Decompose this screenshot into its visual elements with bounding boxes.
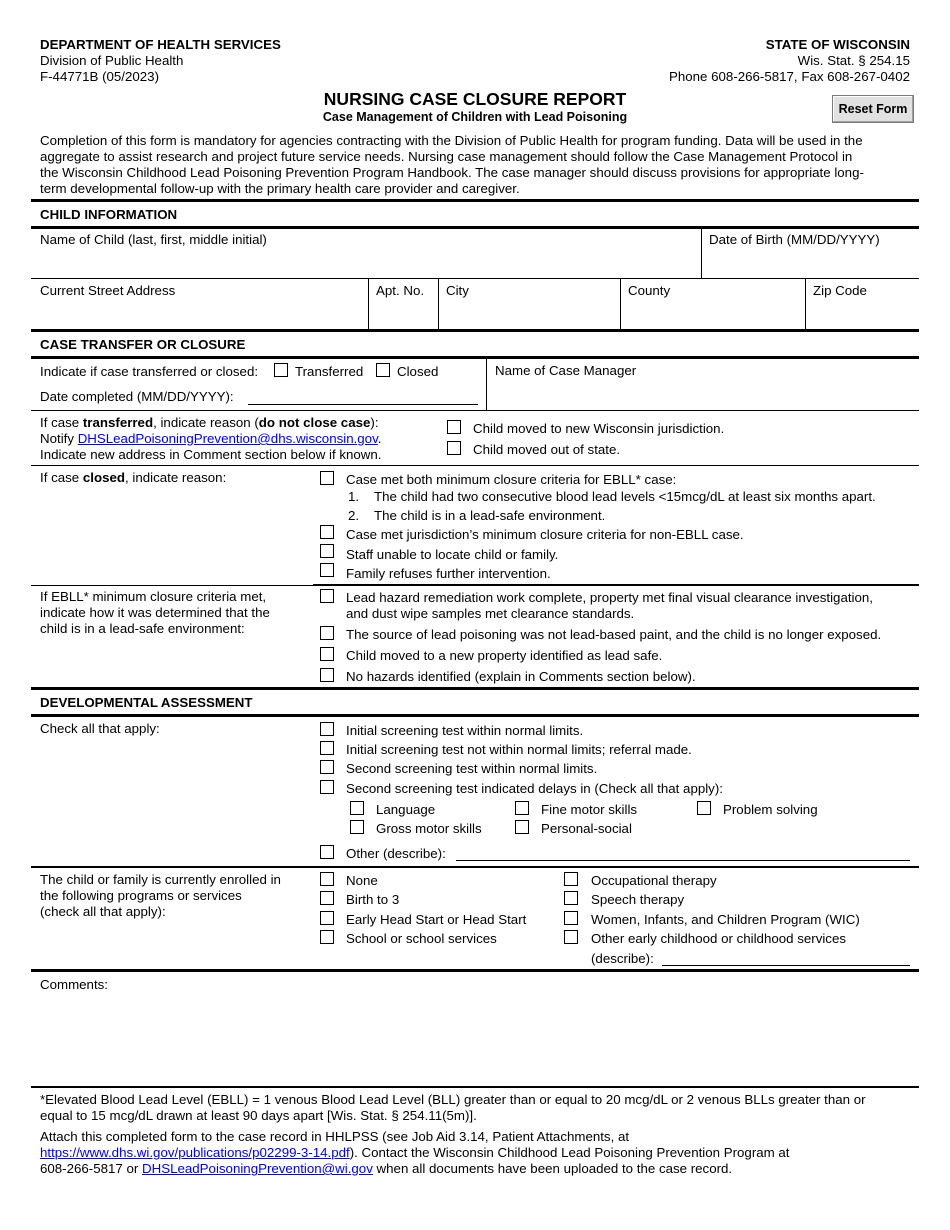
non-ebll-criteria-checkbox[interactable] xyxy=(320,525,334,539)
closure-criteria-checkbox[interactable] xyxy=(320,471,334,485)
remediation-label-2: and dust wipe samples met clearance standards. xyxy=(346,606,635,621)
divider xyxy=(31,1086,919,1088)
second-normal-label: Second screening test within normal limits. xyxy=(346,761,598,776)
birth-to-3-label: Birth to 3 xyxy=(346,892,400,907)
problem-solving-label: Problem solving xyxy=(723,802,818,817)
indicate-label: Indicate if case transferred or closed: xyxy=(40,364,259,379)
not-paint-source-label: The source of lead poisoning was not lead-based paint, and the child is no longer exposed. xyxy=(346,627,882,642)
criteria-item-2: The child is in a lead-safe environment. xyxy=(374,508,606,523)
dob-field[interactable] xyxy=(708,250,916,274)
comments-field[interactable] xyxy=(40,995,916,1080)
attach-note-line-1: Attach this completed form to the case record in HHLPSS (see Job Aid 3.14, Patient Attachments, at xyxy=(40,1129,630,1144)
birth-to-3-checkbox[interactable] xyxy=(320,891,334,905)
no-hazards-checkbox[interactable] xyxy=(320,668,334,682)
programs-label-1: The child or family is currently enrolled in xyxy=(40,872,281,887)
section-title-transfer-closure: CASE TRANSFER OR CLOSURE xyxy=(40,337,246,352)
second-delays-label: Second screening test indicated delays in (Check all that apply): xyxy=(346,781,723,796)
child-name-label: Name of Child (last, first, middle initial) xyxy=(40,232,267,247)
initial-referral-checkbox[interactable] xyxy=(320,741,334,755)
divider xyxy=(701,228,702,278)
ebll-note-line-2: equal to 15 mcg/dL drawn at least 90 days apart [Wis. Stat. § 254.11(5m)]. xyxy=(40,1108,477,1123)
initial-normal-checkbox[interactable] xyxy=(320,722,334,736)
intro-line-3: the Wisconsin Childhood Lead Poisoning Prevention Program Handbook. The case manager should discuss provisions for appropriate long- xyxy=(40,165,864,180)
divider xyxy=(368,279,369,329)
divider xyxy=(438,279,439,329)
divider xyxy=(31,866,919,868)
none-label: None xyxy=(346,873,378,888)
moved-out-label: Child moved out of state. xyxy=(473,442,621,457)
divider xyxy=(486,358,487,410)
none-checkbox[interactable] xyxy=(320,872,334,886)
personal-social-label: Personal-social xyxy=(541,821,632,836)
not-paint-source-checkbox[interactable] xyxy=(320,626,334,640)
no-hazards-label: No hazards identified (explain in Comments section below). xyxy=(346,669,696,684)
unable-locate-checkbox[interactable] xyxy=(320,544,334,558)
other-early-childhood-checkbox[interactable] xyxy=(564,930,578,944)
remediation-label-1: Lead hazard remediation work complete, property met final visual clearance investigation, xyxy=(346,590,873,605)
speech-therapy-checkbox[interactable] xyxy=(564,891,578,905)
child-name-field[interactable] xyxy=(40,250,695,274)
divider xyxy=(31,199,919,202)
family-refuses-checkbox[interactable] xyxy=(320,563,334,577)
head-start-label: Early Head Start or Head Start xyxy=(346,912,527,927)
notify-line: Notify DHSLeadPoisoningPrevention@dhs.wisconsin.gov. xyxy=(40,431,382,446)
occupational-therapy-label: Occupational therapy xyxy=(591,873,717,888)
attach-note-line-2: https://www.dhs.wi.gov/publications/p02299-3-14.pdf). Contact the Wisconsin Childhood Lead Poisoning Prevention Program at xyxy=(40,1145,790,1160)
divider xyxy=(31,585,313,586)
street-address-field[interactable] xyxy=(40,302,362,326)
criteria-item-1: The child had two consecutive blood lead levels <15mcg/dL at least six months apart. xyxy=(374,489,876,504)
closed-reason-label: If case closed, indicate reason: xyxy=(40,470,227,485)
wic-label: Women, Infants, and Children Program (WIC) xyxy=(591,912,860,927)
case-manager-field[interactable] xyxy=(494,382,914,406)
ebll-method-label-2: indicate how it was determined that the xyxy=(40,605,270,620)
comments-label: Comments: xyxy=(40,977,108,992)
second-normal-checkbox[interactable] xyxy=(320,760,334,774)
zip-label: Zip Code xyxy=(813,283,867,298)
unable-locate-label: Staff unable to locate child or family. xyxy=(346,547,559,562)
other-checkbox[interactable] xyxy=(320,845,334,859)
non-ebll-criteria-label: Case met jurisdiction’s minimum closure criteria for non-EBLL case. xyxy=(346,527,744,542)
fine-motor-checkbox[interactable] xyxy=(515,801,529,815)
transferred-checkbox[interactable] xyxy=(274,363,288,377)
section-title-dev-assessment: DEVELOPMENTAL ASSESSMENT xyxy=(40,695,253,710)
criteria-number-2: 2. xyxy=(348,508,360,523)
describe-label: (describe): xyxy=(591,951,654,966)
moved-lead-safe-label: Child moved to a new property identified as lead safe. xyxy=(346,648,663,663)
moved-lead-safe-checkbox[interactable] xyxy=(320,647,334,661)
city-field[interactable] xyxy=(442,302,616,326)
divider xyxy=(31,329,919,332)
divider xyxy=(31,410,919,411)
school-services-checkbox[interactable] xyxy=(320,930,334,944)
divider xyxy=(31,356,919,359)
personal-social-checkbox[interactable] xyxy=(515,820,529,834)
problem-solving-checkbox[interactable] xyxy=(697,801,711,815)
form-subtitle: Case Management of Children with Lead Poisoning xyxy=(322,110,628,124)
closed-label: Closed xyxy=(397,364,439,379)
head-start-checkbox[interactable] xyxy=(320,911,334,925)
divider xyxy=(313,584,919,586)
remediation-checkbox[interactable] xyxy=(320,589,334,603)
fine-motor-label: Fine motor skills xyxy=(541,802,638,817)
divider xyxy=(805,279,806,329)
divider xyxy=(31,465,919,466)
county-field[interactable] xyxy=(624,302,802,326)
divider xyxy=(31,714,919,717)
gross-motor-checkbox[interactable] xyxy=(350,820,364,834)
moved-wi-checkbox[interactable] xyxy=(447,420,461,434)
date-completed-label: Date completed (MM/DD/YYYY): xyxy=(40,389,234,404)
speech-therapy-label: Speech therapy xyxy=(591,892,685,907)
city-label: City xyxy=(446,283,469,298)
gross-motor-label: Gross motor skills xyxy=(376,821,482,836)
other-services-describe-field[interactable] xyxy=(662,965,910,966)
other-describe-field[interactable] xyxy=(456,860,910,861)
moved-out-checkbox[interactable] xyxy=(447,441,461,455)
department-name: DEPARTMENT OF HEALTH SERVICES xyxy=(40,37,281,52)
zip-field[interactable] xyxy=(809,302,917,326)
attach-note-line-3: 608-266-5817 or DHSLeadPoisoningPrevention@wi.gov when all documents have been uploaded to the case record. xyxy=(40,1161,733,1176)
ebll-method-label-1: If EBLL* minimum closure criteria met, xyxy=(40,589,267,604)
job-aid-link[interactable]: https://www.dhs.wi.gov/publications/p02299-3-14.pdf xyxy=(40,1145,350,1160)
wic-checkbox[interactable] xyxy=(564,911,578,925)
form-number: F-44771B (05/2023) xyxy=(40,69,160,84)
school-services-label: School or school services xyxy=(346,931,497,946)
state-name: STATE OF WISCONSIN xyxy=(765,37,910,52)
closure-criteria-label: Case met both minimum closure criteria for EBLL* case: xyxy=(346,472,677,487)
family-refuses-label: Family refuses further intervention. xyxy=(346,566,551,581)
phone-fax: Phone 608-266-5817, Fax 608-267-0402 xyxy=(668,69,910,84)
check-all-label: Check all that apply: xyxy=(40,721,160,736)
ebll-method-label-3: child is in a lead-safe environment: xyxy=(40,621,245,636)
initial-referral-label: Initial screening test not within normal limits; referral made. xyxy=(346,742,692,757)
apt-label: Apt. No. xyxy=(376,283,425,298)
statute-ref: Wis. Stat. § 254.15 xyxy=(797,53,910,68)
county-label: County xyxy=(628,283,671,298)
intro-line-1: Completion of this form is mandatory for agencies contracting with the Division of Public Health for program funding. Data will be used in the xyxy=(40,133,863,148)
other-label: Other (describe): xyxy=(346,846,446,861)
language-label: Language xyxy=(376,802,436,817)
programs-label-3: (check all that apply): xyxy=(40,904,166,919)
intro-line-2: aggregate to assist research and project future service needs. Nursing case management should follow the Case Management Protocol in xyxy=(40,149,853,164)
divider xyxy=(31,226,919,229)
section-title-child-info: CHILD INFORMATION xyxy=(40,207,178,222)
initial-normal-label: Initial screening test within normal limits. xyxy=(346,723,584,738)
intro-line-4: term developmental follow-up with the primary health care provider and caregiver. xyxy=(40,181,520,196)
divider xyxy=(31,687,919,690)
occupational-therapy-checkbox[interactable] xyxy=(564,872,578,886)
criteria-number-1: 1. xyxy=(348,489,360,504)
reset-form-button[interactable]: Reset Form xyxy=(832,95,914,123)
new-address-note: Indicate new address in Comment section below if known. xyxy=(40,447,382,462)
transferred-reason-label: If case transferred, indicate reason (do not close case): xyxy=(40,415,379,430)
contact-email-link[interactable]: DHSLeadPoisoningPrevention@wi.gov xyxy=(142,1161,373,1176)
date-completed-field[interactable] xyxy=(248,404,478,405)
divider xyxy=(31,969,919,972)
street-address-label: Current Street Address xyxy=(40,283,176,298)
ebll-note-line-1: *Elevated Blood Lead Level (EBLL) = 1 venous Blood Lead Level (BLL) greater than or equal to 20 mcg/dL or 2 venous BLLs greater than or xyxy=(40,1092,866,1107)
closed-checkbox[interactable] xyxy=(376,363,390,377)
second-delays-checkbox[interactable] xyxy=(320,780,334,794)
case-manager-label: Name of Case Manager xyxy=(495,363,637,378)
transferred-label: Transferred xyxy=(295,364,364,379)
programs-label-2: the following programs or services xyxy=(40,888,242,903)
dob-label: Date of Birth (MM/DD/YYYY) xyxy=(709,232,880,247)
language-checkbox[interactable] xyxy=(350,801,364,815)
divider xyxy=(31,278,919,279)
moved-wi-label: Child moved to new Wisconsin jurisdiction. xyxy=(473,421,725,436)
form-title: NURSING CASE CLOSURE REPORT xyxy=(323,89,627,109)
notify-email-link[interactable]: DHSLeadPoisoningPrevention@dhs.wisconsin.gov xyxy=(77,431,378,446)
divider xyxy=(620,279,621,329)
apt-field[interactable] xyxy=(372,302,434,326)
division-name: Division of Public Health xyxy=(40,53,184,68)
other-early-childhood-label: Other early childhood or childhood services xyxy=(591,931,846,946)
